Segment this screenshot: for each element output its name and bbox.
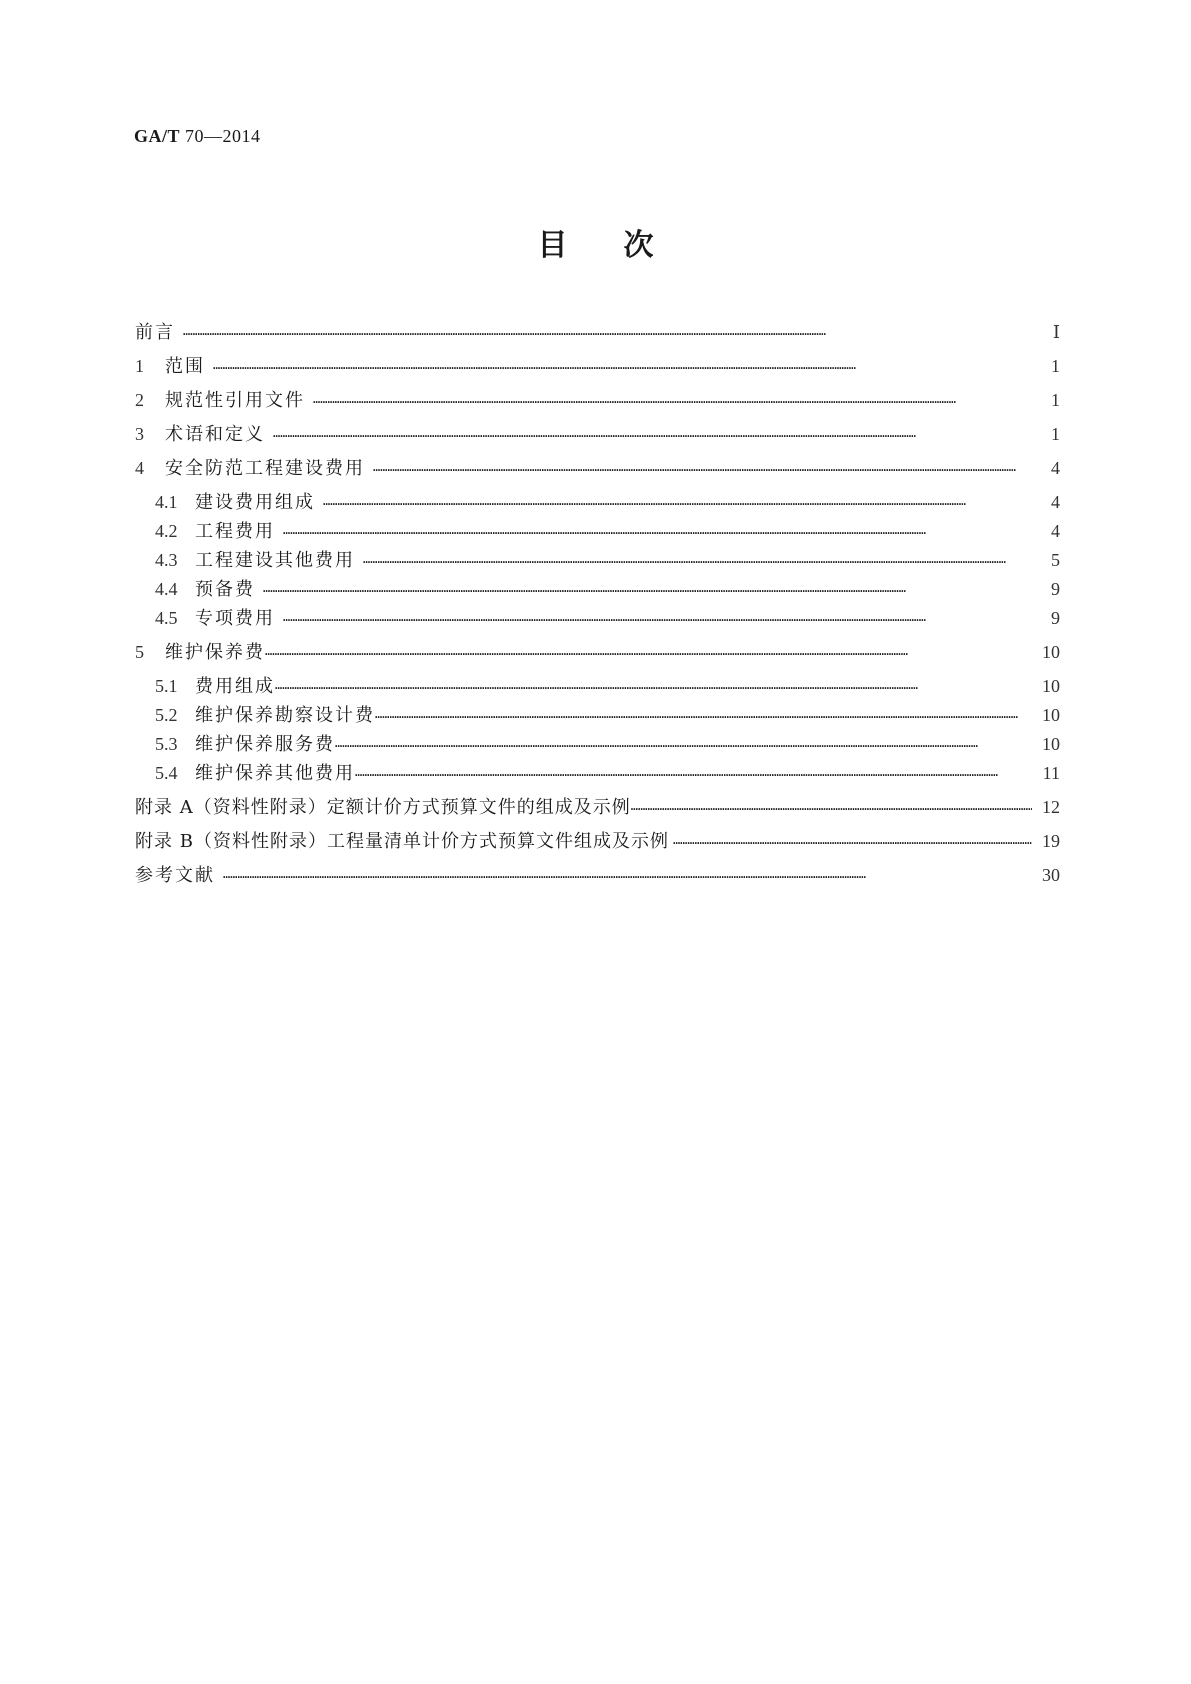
toc-entry-number: 5.4: [155, 763, 178, 783]
dot-leader: [283, 603, 1032, 631]
toc-entry-5[interactable]: [135, 638, 1060, 666]
toc-page-number: 10: [1042, 705, 1060, 725]
toc-entry-label: 工程费用: [195, 521, 275, 542]
toc-entry-label: 范围: [165, 356, 205, 377]
toc-entry-number: 4.3: [155, 550, 178, 570]
toc-entry-5-1[interactable]: [155, 672, 1060, 700]
dot-leader: [373, 453, 1032, 481]
toc-page-number: 9: [1051, 579, 1060, 599]
toc-entry-number: 2: [135, 390, 144, 410]
toc-entry-number: 3: [135, 424, 144, 444]
toc-entry-4-4[interactable]: [155, 575, 1060, 603]
dot-leader: [335, 729, 1032, 757]
toc-page-number: 1: [1051, 356, 1060, 376]
toc-entry-label: 规范性引用文件: [165, 390, 305, 411]
toc-entry-label: 维护保养勘察设计费: [195, 705, 375, 726]
dot-leader: [313, 385, 1032, 413]
toc-entry-number: 5.3: [155, 734, 178, 754]
toc-page-number: 10: [1042, 734, 1060, 754]
toc-entry-2[interactable]: [135, 386, 1060, 414]
toc-entry-5-4[interactable]: [155, 759, 1060, 787]
toc-entry-number: 4: [135, 458, 144, 478]
standard-code: [134, 126, 261, 147]
toc-page-number: Ⅰ: [1052, 322, 1060, 342]
toc-page-number: 4: [1051, 521, 1060, 541]
toc-page-number: 10: [1042, 676, 1060, 696]
dot-leader: [265, 637, 1032, 665]
toc-page-number: 1: [1051, 424, 1060, 444]
toc-entry-label: 维护保养服务费: [195, 734, 335, 755]
dot-leader: [275, 671, 1032, 699]
toc-entry-number: 4.1: [155, 492, 178, 512]
toc-entry-label: 附录 B（资料性附录）工程量清单计价方式预算文件组成及示例: [135, 831, 669, 852]
toc-entry-label: 附录 A（资料性附录）定额计价方式预算文件的组成及示例: [135, 797, 631, 818]
toc-entry-4-1[interactable]: [155, 488, 1060, 516]
toc-entry-label: 前言: [135, 322, 175, 343]
toc-entry-annex-b[interactable]: [135, 827, 1060, 855]
toc-page-number: 4: [1051, 492, 1060, 512]
toc-entry-number: 4.5: [155, 608, 178, 628]
toc-page-number: 11: [1042, 763, 1060, 783]
dot-leader: [223, 860, 1032, 888]
dot-leader: [355, 758, 1032, 786]
dot-leader: [183, 317, 1032, 345]
dot-leader: [673, 826, 1032, 854]
toc-page-number: 4: [1051, 458, 1060, 478]
toc-entry-1[interactable]: [135, 352, 1060, 380]
dot-leader: [283, 516, 1032, 544]
toc-entry-bibliography[interactable]: [135, 861, 1060, 889]
toc-entry-5-2[interactable]: [155, 701, 1060, 729]
toc-entry-number: 4.2: [155, 521, 178, 541]
toc-entry-number: 5: [135, 642, 144, 662]
toc-entry-number: 4.4: [155, 579, 178, 599]
toc-entry-number: 5.1: [155, 676, 178, 696]
toc-entry-label: 维护保养其他费用: [195, 763, 355, 784]
toc-entry-foreword[interactable]: [135, 318, 1060, 346]
toc-entry-label: 建设费用组成: [195, 492, 315, 513]
dot-leader: [263, 574, 1032, 602]
toc-entry-label: 预备费: [195, 579, 255, 600]
toc-page-number: 5: [1051, 550, 1060, 570]
toc-entry-number: 5.2: [155, 705, 178, 725]
standard-number: 70—2014: [185, 126, 261, 146]
dot-leader: [213, 351, 1032, 379]
toc-entry-4-3[interactable]: [155, 546, 1060, 574]
toc-entry-4-5[interactable]: [155, 604, 1060, 632]
toc-entry-label: 术语和定义: [165, 424, 265, 445]
toc-entry-label: 维护保养费: [165, 642, 265, 663]
dot-leader: [375, 700, 1032, 728]
standard-prefix: GA/T: [134, 126, 181, 146]
dot-leader: [273, 419, 1032, 447]
toc-page-number: 12: [1042, 797, 1060, 817]
dot-leader: [631, 792, 1032, 820]
toc-entry-number: 1: [135, 356, 144, 376]
dot-leader: [363, 545, 1032, 573]
toc-entry-label: 工程建设其他费用: [195, 550, 355, 571]
toc-entry-label: 参考文献: [135, 865, 215, 886]
toc-entry-4-2[interactable]: [155, 517, 1060, 545]
toc-entry-label: 费用组成: [195, 676, 275, 697]
toc-entry-4[interactable]: [135, 454, 1060, 482]
toc-page-number: 30: [1042, 865, 1060, 885]
toc-page-number: 10: [1042, 642, 1060, 662]
toc-page-number: 1: [1051, 390, 1060, 410]
toc-title: 目次: [537, 228, 710, 263]
toc-entry-annex-a[interactable]: [135, 793, 1060, 821]
dot-leader: [323, 487, 1032, 515]
toc-page-number: 19: [1042, 831, 1060, 851]
toc-page-number: 9: [1051, 608, 1060, 628]
toc-entry-3[interactable]: [135, 420, 1060, 448]
toc-entry-5-3[interactable]: [155, 730, 1060, 758]
toc-entry-label: 安全防范工程建设费用: [165, 458, 365, 479]
toc-entry-label: 专项费用: [195, 608, 275, 629]
